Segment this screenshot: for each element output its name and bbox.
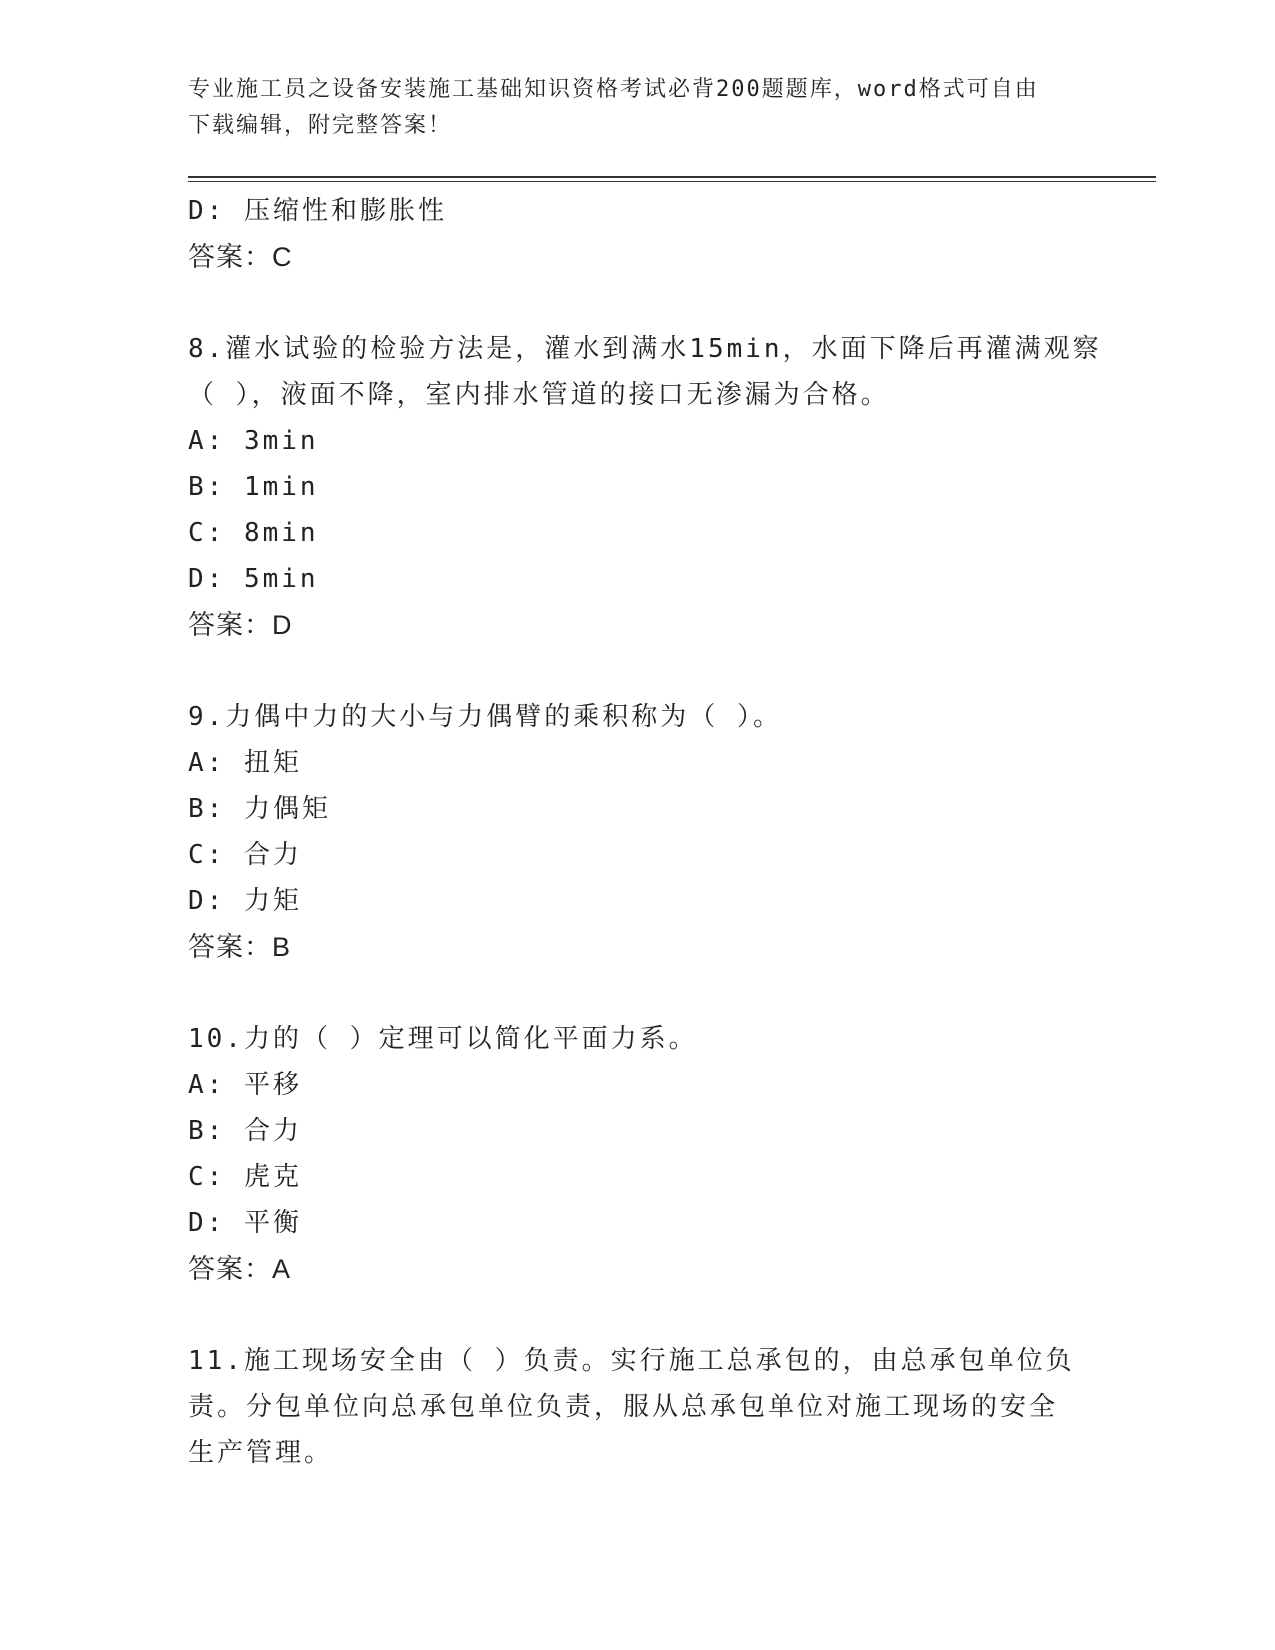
question-stem-line: 责。分包单位向总承包单位负责，服从总承包单位对施工现场的安全 bbox=[188, 1392, 1059, 1422]
option-c: C: 合力 bbox=[188, 840, 302, 870]
answer-line: 答案：C bbox=[188, 242, 293, 272]
question-stem-line: 11.施工现场安全由（ ）负责。实行施工总承包的，由总承包单位负 bbox=[188, 1346, 1075, 1376]
option-b: B: 力偶矩 bbox=[188, 794, 331, 824]
question-8 bbox=[188, 326, 1102, 648]
spacer bbox=[188, 648, 1088, 694]
question-10 bbox=[188, 1016, 1088, 1292]
option-b: B: 合力 bbox=[188, 1116, 302, 1146]
option-a: A: 3min bbox=[188, 426, 319, 456]
option-c: C: 虎克 bbox=[188, 1162, 302, 1192]
document-header bbox=[188, 72, 1068, 144]
header-divider-thin bbox=[188, 181, 1156, 182]
question-list bbox=[188, 188, 1102, 1476]
question-stem-line: （ ），液面不降，室内排水管道的接口无渗漏为合格。 bbox=[188, 380, 890, 410]
option-a: A: 平移 bbox=[188, 1070, 302, 1100]
question-stem-line: 9.力偶中力的大小与力偶臂的乘积称为（ ）。 bbox=[188, 702, 782, 732]
header-title-line-1: 专业施工员之设备安装施工基础知识资格考试必背200题题库，word格式可自由 bbox=[188, 77, 1039, 102]
option-d: D: 力矩 bbox=[188, 886, 302, 916]
question-stem-line: 10.力的（ ）定理可以简化平面力系。 bbox=[188, 1024, 698, 1054]
answer-line: 答案：A bbox=[188, 1254, 292, 1284]
option-d: D: 平衡 bbox=[188, 1208, 302, 1238]
header-title-line-2: 下载编辑，附完整答案！ bbox=[188, 113, 453, 138]
question-stem-line: 8.灌水试验的检验方法是，灌水到满水15min，水面下降后再灌满观察 bbox=[188, 334, 1102, 364]
option-b: B: 1min bbox=[188, 472, 319, 502]
question-7-tail bbox=[188, 188, 1088, 280]
header-divider-thick bbox=[188, 176, 1156, 178]
question-11 bbox=[188, 1338, 1088, 1476]
option-a: A: 扭矩 bbox=[188, 748, 302, 778]
answer-line: 答案：B bbox=[188, 932, 292, 962]
question-9 bbox=[188, 694, 1088, 970]
spacer bbox=[188, 280, 1088, 326]
spacer bbox=[188, 970, 1088, 1016]
option-d: D: 压缩性和膨胀性 bbox=[188, 196, 447, 226]
answer-line: 答案：D bbox=[188, 610, 293, 640]
option-d: D: 5min bbox=[188, 564, 319, 594]
question-stem-line: 生产管理。 bbox=[188, 1438, 334, 1468]
option-c: C: 8min bbox=[188, 518, 319, 548]
spacer bbox=[188, 1292, 1088, 1338]
